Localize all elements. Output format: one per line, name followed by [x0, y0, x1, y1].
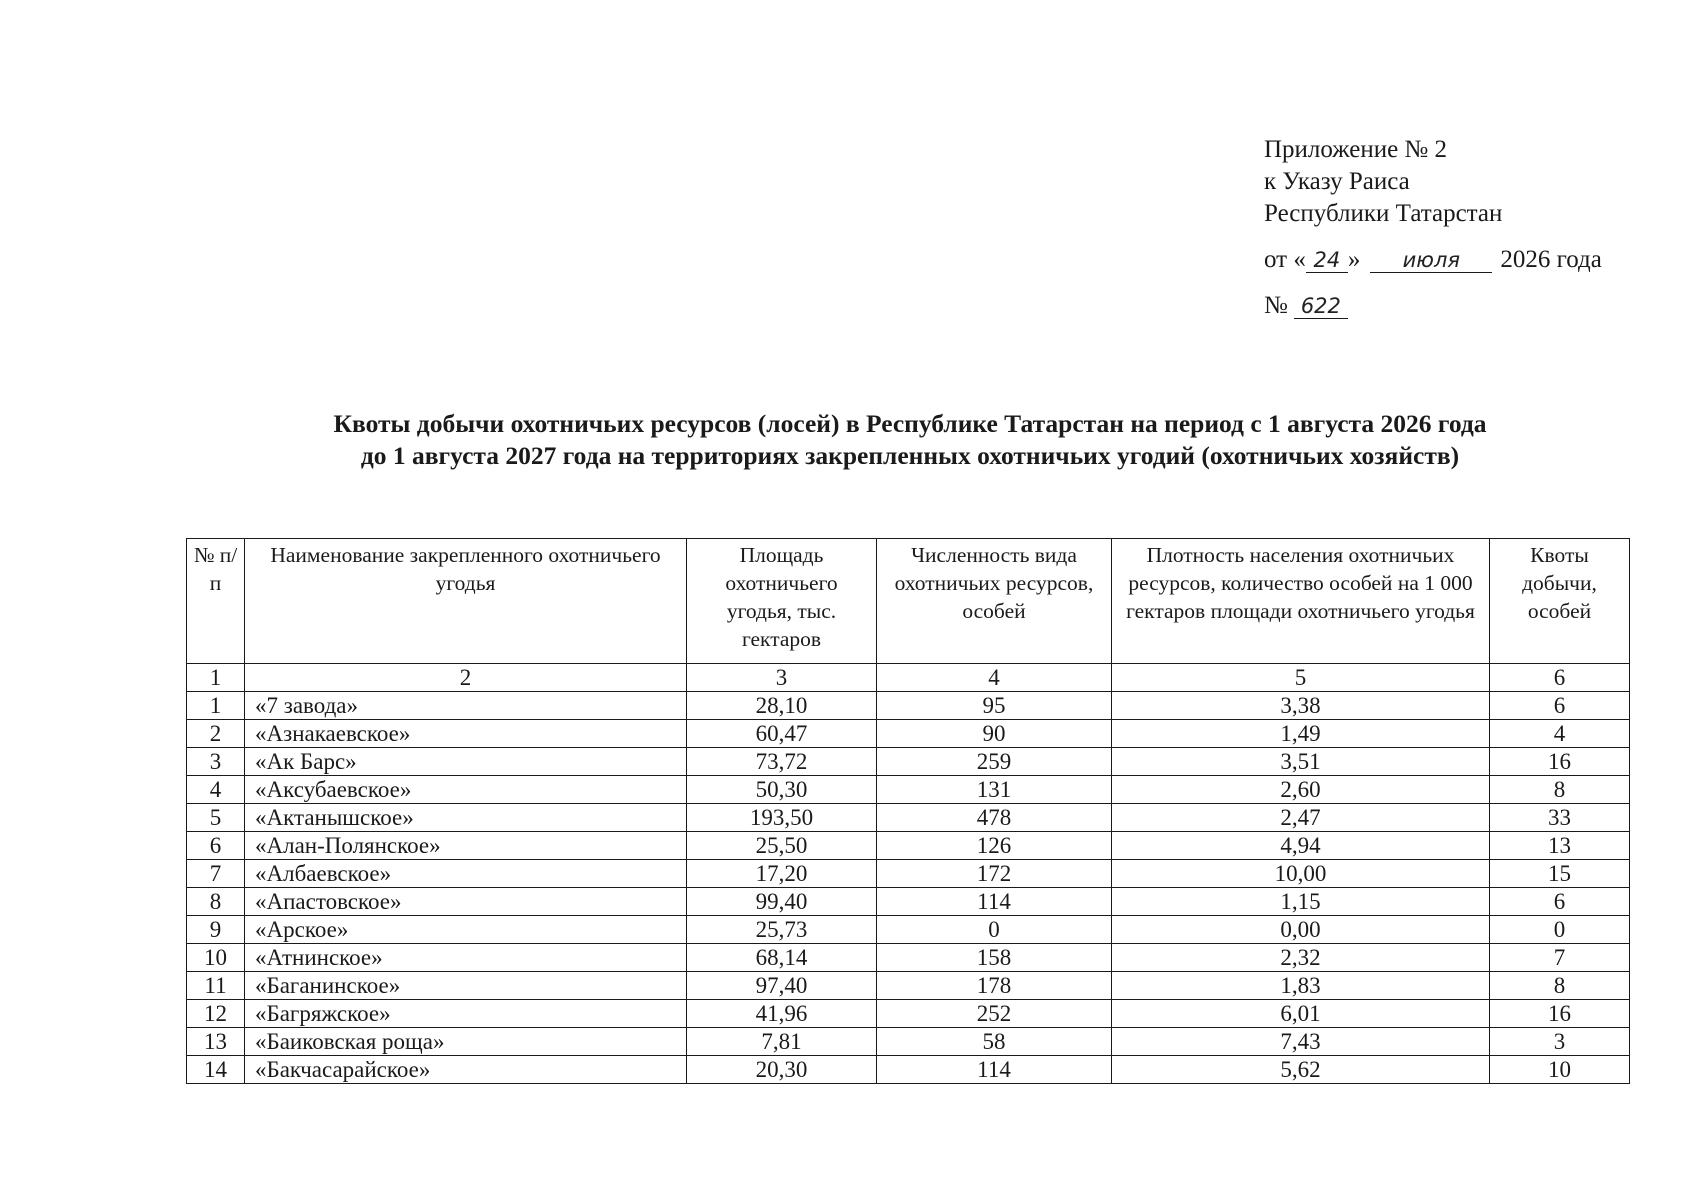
- date-month: июля: [1370, 248, 1492, 273]
- quota-value: 33: [1490, 804, 1630, 832]
- header-density: Плотность населения охотничьих ресурсов, количество особей на 1 000 гектаров площади охотничьего угодья: [1112, 539, 1490, 664]
- table-row: [187, 720, 1630, 748]
- row-number: 2: [187, 720, 245, 748]
- population-value: 114: [877, 888, 1112, 916]
- density-value: 3,38: [1112, 692, 1490, 720]
- population-value: 478: [877, 804, 1112, 832]
- area-value: 99,40: [687, 888, 877, 916]
- appendix-block: [1264, 134, 1602, 322]
- density-value: 2,32: [1112, 944, 1490, 972]
- quota-table: [186, 538, 1630, 1084]
- quota-value: 10: [1490, 1056, 1630, 1084]
- hunting-ground-name: «Аксубаевское»: [245, 776, 687, 804]
- quota-value: 15: [1490, 860, 1630, 888]
- row-number: 5: [187, 804, 245, 832]
- density-value: 1,15: [1112, 888, 1490, 916]
- date-year: 2026 года: [1500, 246, 1602, 273]
- quota-value: 8: [1490, 972, 1630, 1000]
- density-value: 4,94: [1112, 832, 1490, 860]
- hunting-ground-name: «Апастовское»: [245, 888, 687, 916]
- appendix-title: Приложение № 2: [1264, 136, 1448, 163]
- area-value: 97,40: [687, 972, 877, 1000]
- density-value: 0,00: [1112, 916, 1490, 944]
- area-value: 73,72: [687, 748, 877, 776]
- hunting-ground-name: «Баиковская роща»: [245, 1028, 687, 1056]
- column-number: 5: [1112, 664, 1490, 692]
- date-day: 24: [1306, 248, 1348, 273]
- column-number: 2: [245, 664, 687, 692]
- row-number: 10: [187, 944, 245, 972]
- appendix-republic: Республики Татарстан: [1264, 200, 1503, 227]
- population-value: 90: [877, 720, 1112, 748]
- density-value: 10,00: [1112, 860, 1490, 888]
- row-number: 7: [187, 860, 245, 888]
- area-value: 20,30: [687, 1056, 877, 1084]
- population-value: 259: [877, 748, 1112, 776]
- population-value: 0: [877, 916, 1112, 944]
- density-value: 2,60: [1112, 776, 1490, 804]
- number-prefix: №: [1264, 292, 1288, 319]
- table-row: [187, 972, 1630, 1000]
- area-value: 50,30: [687, 776, 877, 804]
- area-value: 60,47: [687, 720, 877, 748]
- population-value: 95: [877, 692, 1112, 720]
- hunting-ground-name: «Атнинское»: [245, 944, 687, 972]
- decree-date: [1264, 244, 1602, 276]
- document-title: [180, 408, 1640, 472]
- density-value: 1,83: [1112, 972, 1490, 1000]
- row-number: 14: [187, 1056, 245, 1084]
- table-row: [187, 1000, 1630, 1028]
- title-line-1: Квоты добычи охотничьих ресурсов (лосей) в Республике Татарстан на период с 1 августа 2026 года: [333, 409, 1487, 438]
- table-row: [187, 860, 1630, 888]
- quota-value: 13: [1490, 832, 1630, 860]
- column-number: 1: [187, 664, 245, 692]
- quota-value: 3: [1490, 1028, 1630, 1056]
- table-row: [187, 888, 1630, 916]
- area-value: 7,81: [687, 1028, 877, 1056]
- population-value: 178: [877, 972, 1112, 1000]
- header-name: Наименование закрепленного охотничьего угодья: [245, 539, 687, 664]
- density-value: 6,01: [1112, 1000, 1490, 1028]
- table-row: [187, 1056, 1630, 1084]
- table-row: [187, 832, 1630, 860]
- row-number: 1: [187, 692, 245, 720]
- area-value: 41,96: [687, 1000, 877, 1028]
- number-value: 622: [1294, 294, 1348, 319]
- row-number: 3: [187, 748, 245, 776]
- density-value: 1,49: [1112, 720, 1490, 748]
- hunting-ground-name: «Бакчасарайское»: [245, 1056, 687, 1084]
- density-value: 2,47: [1112, 804, 1490, 832]
- hunting-ground-name: «Арское»: [245, 916, 687, 944]
- column-number: 4: [877, 664, 1112, 692]
- table-row: [187, 1028, 1630, 1056]
- date-prefix: от «: [1264, 246, 1306, 273]
- quota-value: 8: [1490, 776, 1630, 804]
- quota-value: 6: [1490, 888, 1630, 916]
- hunting-ground-name: «Ак Барс»: [245, 748, 687, 776]
- row-number: 4: [187, 776, 245, 804]
- row-number: 12: [187, 1000, 245, 1028]
- population-value: 131: [877, 776, 1112, 804]
- hunting-ground-name: «Актанышское»: [245, 804, 687, 832]
- row-number: 13: [187, 1028, 245, 1056]
- population-value: 252: [877, 1000, 1112, 1028]
- table-body: [187, 692, 1630, 1084]
- row-number: 8: [187, 888, 245, 916]
- row-number: 11: [187, 972, 245, 1000]
- hunting-ground-name: «Алан-Полянское»: [245, 832, 687, 860]
- population-value: 126: [877, 832, 1112, 860]
- area-value: 193,50: [687, 804, 877, 832]
- quota-value: 7: [1490, 944, 1630, 972]
- hunting-ground-name: «7 завода»: [245, 692, 687, 720]
- quota-value: 16: [1490, 748, 1630, 776]
- appendix-decree: к Указу Раиса: [1264, 168, 1410, 195]
- area-value: 68,14: [687, 944, 877, 972]
- header-quota: Квоты добычи, особей: [1490, 539, 1630, 664]
- decree-number: [1264, 290, 1602, 322]
- table-row: [187, 692, 1630, 720]
- table-row: [187, 776, 1630, 804]
- density-value: 7,43: [1112, 1028, 1490, 1056]
- table-row: [187, 944, 1630, 972]
- area-value: 25,73: [687, 916, 877, 944]
- hunting-ground-name: «Албаевское»: [245, 860, 687, 888]
- column-number: 6: [1490, 664, 1630, 692]
- quota-value: 16: [1490, 1000, 1630, 1028]
- hunting-ground-name: «Азнакаевское»: [245, 720, 687, 748]
- table-row: [187, 748, 1630, 776]
- area-value: 28,10: [687, 692, 877, 720]
- area-value: 17,20: [687, 860, 877, 888]
- population-value: 158: [877, 944, 1112, 972]
- table-row: [187, 804, 1630, 832]
- population-value: 114: [877, 1056, 1112, 1084]
- row-number: 6: [187, 832, 245, 860]
- quota-value: 0: [1490, 916, 1630, 944]
- area-value: 25,50: [687, 832, 877, 860]
- population-value: 172: [877, 860, 1112, 888]
- quota-value: 6: [1490, 692, 1630, 720]
- table-row: [187, 916, 1630, 944]
- row-number: 9: [187, 916, 245, 944]
- hunting-ground-name: «Багряжское»: [245, 1000, 687, 1028]
- header-population: Численность вида охотничьих ресурсов, особей: [877, 539, 1112, 664]
- density-value: 3,51: [1112, 748, 1490, 776]
- column-number: 3: [687, 664, 877, 692]
- column-number-row: [187, 664, 1630, 692]
- population-value: 58: [877, 1028, 1112, 1056]
- table-header-row: [187, 539, 1630, 664]
- density-value: 5,62: [1112, 1056, 1490, 1084]
- date-mid: »: [1347, 246, 1361, 273]
- quota-value: 4: [1490, 720, 1630, 748]
- hunting-ground-name: «Баганинское»: [245, 972, 687, 1000]
- header-number: № п/п: [187, 539, 245, 664]
- title-line-2: до 1 августа 2027 года на территориях закрепленных охотничьих угодий (охотничьих хозяйств): [360, 441, 1460, 470]
- header-area: Площадь охотничьего угодья, тыс. гектаров: [687, 539, 877, 664]
